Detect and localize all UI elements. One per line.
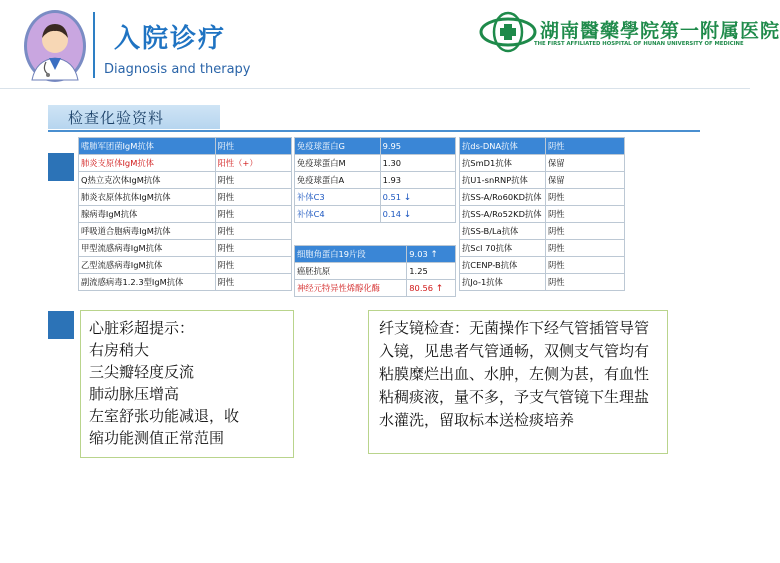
immunoglobulin-row <box>295 172 456 189</box>
test-result: 保留 <box>545 155 624 172</box>
section-rule <box>48 130 700 132</box>
test-result: 阴性 <box>545 206 624 223</box>
igm-row <box>79 223 292 240</box>
immunoglobulin-row <box>295 155 456 172</box>
test-result: 阴性 <box>215 274 291 291</box>
test-name: 补体C4 <box>295 206 381 223</box>
echocardiography-box <box>80 310 294 458</box>
test-value: 9.03 <box>409 248 428 259</box>
test-value-cell <box>380 189 455 206</box>
arrow-up-icon: ↑ <box>435 283 444 294</box>
test-value-cell <box>380 172 455 189</box>
test-name: 抗SS-B/La抗体 <box>460 223 546 240</box>
test-result: 阳性（+） <box>215 155 291 172</box>
bronchoscopy-text: 纤支镜检查：无菌操作下经气管插管导管入镜，见患者气管通畅，双侧支气管均有粘膜糜烂出血、水肿，左侧为甚，有血性粘稠痰液，量不多，予支气管镜下生理盐水灌洗，留取标本送检痰培养 <box>379 319 650 429</box>
igm-row <box>79 257 292 274</box>
echo-line: 左室舒张功能减退，收 <box>89 407 240 425</box>
page-subtitle: Diagnosis and therapy <box>104 62 251 77</box>
test-result: 阴性 <box>215 240 291 257</box>
test-result: 阴性 <box>215 223 291 240</box>
test-name: 免疫球蛋白A <box>295 172 381 189</box>
test-name: 抗SS-A/Ro52KD抗体 <box>460 206 546 223</box>
test-result: 阴性 <box>215 206 291 223</box>
test-result: 保留 <box>545 172 624 189</box>
test-value: 0.14 <box>382 208 402 219</box>
autoantibody-row <box>460 189 625 206</box>
autoantibody-row <box>460 257 625 274</box>
echo-line: 三尖瓣轻度反流 <box>89 363 195 381</box>
test-value-cell <box>407 263 456 280</box>
test-name: 抗Scl 70抗体 <box>460 240 546 257</box>
test-name: 腺病毒IgM抗体 <box>79 206 216 223</box>
arrow-down-icon: ↓ <box>403 209 412 220</box>
test-name: 癌胚抗原 <box>295 263 407 280</box>
autoantibody-row <box>460 155 625 172</box>
arrow-up-icon: ↑ <box>430 249 438 260</box>
tumor-marker-row <box>295 263 456 280</box>
bronchoscopy-box <box>368 310 668 454</box>
igm-antibody-table <box>78 137 292 291</box>
header-rule <box>0 88 750 89</box>
test-result: 阴性 <box>215 189 291 206</box>
test-name: 免疫球蛋白M <box>295 155 381 172</box>
test-result: 阴性 <box>545 240 624 257</box>
test-name: 甲型流感病毒IgM抗体 <box>79 240 216 257</box>
test-value: 1.25 <box>409 266 428 276</box>
autoantibody-row <box>460 172 625 189</box>
test-name: 抗CENP-B抗体 <box>460 257 546 274</box>
page-title: 入院诊疗 <box>114 24 227 54</box>
test-value-cell <box>380 206 455 223</box>
autoantibody-row <box>460 223 625 240</box>
echo-line: 缩功能测值正常范围 <box>89 429 225 447</box>
test-name: 补体C3 <box>295 189 381 206</box>
section-title: 检查化验资料 <box>68 109 165 127</box>
immunoglobulin-row <box>295 189 456 206</box>
test-result: 阴性 <box>545 223 624 240</box>
test-value: 0.51 <box>382 191 402 202</box>
test-value-cell <box>380 138 455 155</box>
arrow-down-icon: ↓ <box>403 192 412 203</box>
test-name: 呼吸道合胞病毒IgM抗体 <box>79 223 216 240</box>
test-value-cell <box>407 280 456 297</box>
hospital-emblem-icon <box>478 10 538 54</box>
bullet-square <box>48 311 74 339</box>
test-name: 抗U1-snRNP抗体 <box>460 172 546 189</box>
test-name: 免疫球蛋白G <box>295 138 381 155</box>
echo-line: 心脏彩超提示： <box>89 319 195 337</box>
autoantibody-row <box>460 206 625 223</box>
header-divider <box>93 12 95 78</box>
test-name: Q热立克次体IgM抗体 <box>79 172 216 189</box>
test-result: 阴性 <box>545 138 624 155</box>
igm-row <box>79 240 292 257</box>
autoantibody-row <box>460 274 625 291</box>
igm-row <box>79 138 292 155</box>
test-result: 阴性 <box>215 138 291 155</box>
autoantibody-row <box>460 240 625 257</box>
tumor-marker-row <box>295 280 456 297</box>
test-name: 嗜肺军团菌IgM抗体 <box>79 138 216 155</box>
test-result: 阴性 <box>215 257 291 274</box>
igm-row <box>79 172 292 189</box>
immunoglobulin-table <box>294 137 456 223</box>
hospital-logo <box>478 10 538 54</box>
immunoglobulin-row <box>295 138 456 155</box>
test-name: 副流感病毒1.2.3型IgM抗体 <box>79 274 216 291</box>
test-value: 80.56 <box>409 282 434 293</box>
tumor-marker-row <box>295 246 456 263</box>
test-name: 肺炎支原体IgM抗体 <box>79 155 216 172</box>
doctor-avatar <box>22 8 88 84</box>
hospital-name: 湖南醫藥學院第一附属医院 <box>540 20 780 42</box>
tumor-marker-table <box>294 245 456 297</box>
bullet-square <box>48 153 74 181</box>
igm-row <box>79 155 292 172</box>
hospital-name-en: THE FIRST AFFILIATED HOSPITAL OF HUNAN UNIVERSITY OF MEDICINE <box>534 41 744 47</box>
test-result: 阴性 <box>545 189 624 206</box>
test-name: 抗SmD1抗体 <box>460 155 546 172</box>
test-name: 乙型流感病毒IgM抗体 <box>79 257 216 274</box>
test-result: 阴性 <box>545 274 624 291</box>
test-value-cell <box>380 155 455 172</box>
autoantibody-table <box>459 137 625 291</box>
test-name: 肺炎衣原体抗体IgM抗体 <box>79 189 216 206</box>
test-name: 抗ds-DNA抗体 <box>460 138 546 155</box>
test-name: 抗Jo-1抗体 <box>460 274 546 291</box>
test-value-cell <box>407 246 456 263</box>
test-name: 神经元特异性烯醇化酶 <box>295 280 407 297</box>
igm-row <box>79 189 292 206</box>
test-value: 9.95 <box>382 141 402 151</box>
test-result: 阴性 <box>215 172 291 189</box>
doctor-icon <box>22 8 88 84</box>
echo-line: 右房稍大 <box>89 341 150 359</box>
test-result: 阴性 <box>545 257 624 274</box>
test-name: 细胞角蛋白19片段 <box>295 246 407 263</box>
test-value: 1.93 <box>382 175 402 185</box>
immunoglobulin-row <box>295 206 456 223</box>
autoantibody-row <box>460 138 625 155</box>
test-name: 抗SS-A/Ro60KD抗体 <box>460 189 546 206</box>
igm-row <box>79 274 292 291</box>
test-value: 1.30 <box>382 158 402 168</box>
igm-row <box>79 206 292 223</box>
echo-line: 肺动脉压增高 <box>89 385 180 403</box>
